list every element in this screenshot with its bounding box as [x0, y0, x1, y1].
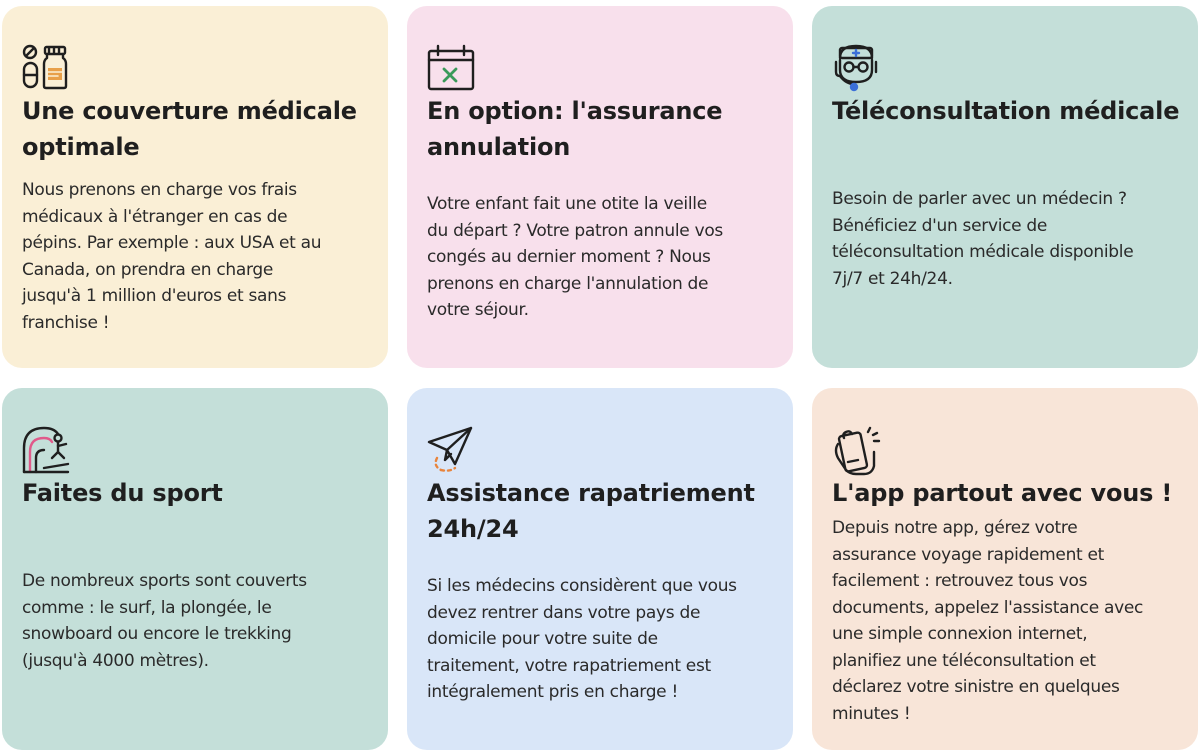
pill-bottle-icon: [20, 42, 72, 94]
doctor-headset-icon: [830, 42, 882, 94]
card-title: Assistance rapatriement 24h/24: [427, 479, 755, 543]
card-title: En option: l'assurance annulation: [427, 97, 723, 161]
surfer-wave-icon: [20, 424, 72, 476]
card-title: Téléconsultation médicale: [832, 97, 1180, 125]
feature-card-mobile-app: [812, 388, 1198, 750]
card-text: Votre enfant fait une otite la veille du départ ? Votre patron annule vos congés au dernier moment ? Nous prenons en charge l'annulation de votre séjour.: [427, 194, 723, 320]
card-text: Nous prenons en charge vos frais médicaux à l'étranger en cas de pépins. Par exemple : aux USA et au Canada, on prendra en charge jusqu'à 1 million d'euros et sans franchise !: [22, 180, 322, 333]
calendar-cancel-icon: [425, 42, 477, 94]
card-text: Besoin de parler avec un médecin ? Bénéficiez d'un service de téléconsultation médicale disponible 7j/7 et 24h/24.: [832, 189, 1134, 289]
feature-card-sports: [2, 388, 388, 750]
card-title: L'app partout avec vous !: [832, 479, 1173, 507]
card-text: Depuis notre app, gérez votre assurance voyage rapidement et facilement : retrouvez tous vos documents, appelez l'assistance avec une simple connexion internet, planifiez une téléconsultation et déclarez votre sinistre en quelques minutes !: [832, 518, 1144, 724]
card-title: Une couverture médicale optimale: [22, 97, 357, 161]
paper-plane-icon: [425, 424, 477, 476]
phone-in-hand-icon: [830, 424, 882, 476]
feature-card-repatriation: [407, 388, 793, 750]
feature-card-medical-coverage: [2, 6, 388, 368]
feature-card-teleconsultation: [812, 6, 1198, 368]
card-text: De nombreux sports sont couverts comme : le surf, la plongée, le snowboard ou encore le trekking (jusqu'à 4000 mètres).: [22, 571, 307, 671]
feature-card-cancellation-insurance: [407, 6, 793, 368]
card-title: Faites du sport: [22, 479, 223, 507]
card-text: Si les médecins considèrent que vous devez rentrer dans votre pays de domicile pour votre suite de traitement, votre rapatriement est intégralement pris en charge !: [427, 576, 737, 702]
